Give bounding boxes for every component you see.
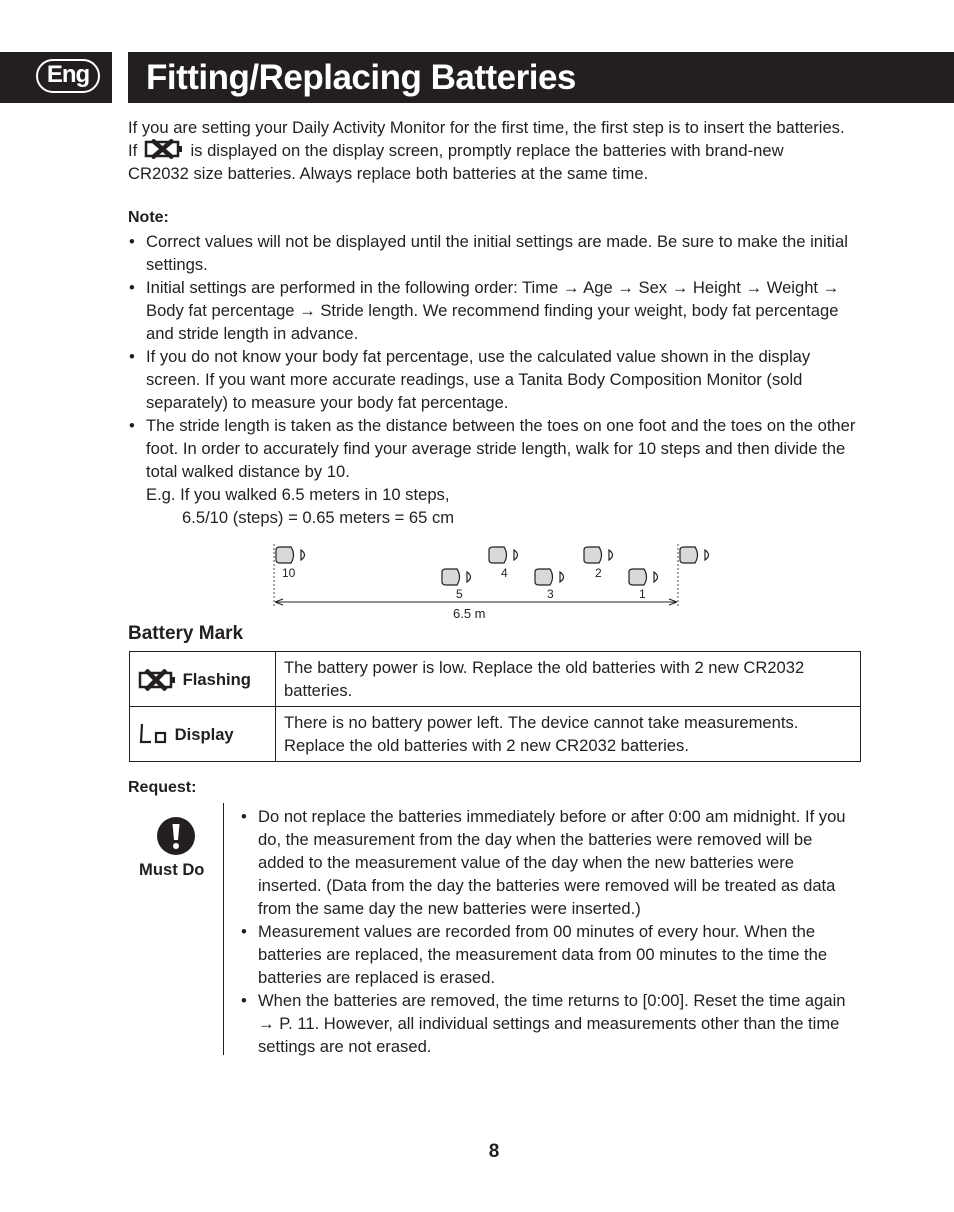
title-bar [128,52,954,103]
page-title: Fitting/Replacing Batteries [146,58,576,97]
must-do-label: Must Do [139,860,205,879]
step-label-2: 2 [595,566,602,580]
request-item: • When the batteries are removed, the time returns to [0:00]. Reset the time again → P. 11. However, all individual settings and measurements other than the time settings are not erased. [240,989,860,1058]
table-row [130,652,861,707]
note-list [128,230,868,529]
battery-mark-table [129,651,861,762]
table-row [130,707,861,762]
battery-low-icon [138,669,178,691]
distance-label: 6.5 m [453,606,486,621]
mark-label: Flashing [182,670,251,690]
step-label-10: 10 [282,566,296,580]
request-item: • Measurement values are recorded from 00 minutes of every hour. When the batteries are replaced, the measurement data from 00 minutes to the time the batteries are replaced is erased. [240,920,860,989]
step-label-3: 3 [547,587,554,601]
mark-description: The battery power is low. Replace the old batteries with 2 new CR2032 batteries. [276,652,861,707]
request-list [240,805,860,1058]
mark-description: There is no battery power left. The device cannot take measurements. Replace the old batteries with 2 new CR2032 batteries. [276,707,861,762]
step-label-1: 1 [639,587,646,601]
request-heading: Request: [128,779,197,796]
note-item: • Initial settings are performed in the following order: Time → Age → Sex → Height → Weight → Body fat percentage → Stride length. We recommend finding your weight, body fat percentage and stride length in advance. [128,276,868,345]
note-item: • The stride length is taken as the distance between the toes on one foot and the toes on the other foot. In order to accurately find your average stride length, walk for 10 steps and then divide the total walked distance by 10. [128,414,868,483]
language-tab [0,52,112,103]
footprint-icon [276,547,305,563]
lo-display-icon [138,722,170,746]
note-item: • Correct values will not be displayed until the initial settings are made. Be sure to make the initial settings. [128,230,868,276]
exclamation-icon [156,816,196,856]
battery-mark-cell [130,652,276,707]
footprint-icon [680,547,709,563]
note-item: • If you do not know your body fat percentage, use the calculated value shown in the display screen. If you want more accurate readings, use a Tanita Body Composition Monitor (sold separately) to measure your body fat percentage. [128,345,868,414]
example-line-1: E.g. If you walked 6.5 meters in 10 steps, [146,485,450,504]
step-label-4: 4 [501,566,508,580]
example-line-2: 6.5/10 (steps) = 0.65 meters = 65 cm [182,508,455,527]
battery-mark-cell [130,707,276,762]
intro-text-part2: is displayed on the display screen, promptly replace the batteries with brand-new CR2032 size batteries. Always replace both batteries at the same time. [128,141,784,183]
stride-diagram [268,540,718,622]
intro-paragraph [128,116,848,185]
footprint-icon [584,547,613,563]
footprint-icon [535,569,564,585]
battery-mark-heading: Battery Mark [128,623,244,644]
footprint-icon [629,569,658,585]
language-badge: Eng [36,59,100,93]
footprint-icon [489,547,518,563]
intro-text-part1: If you are setting your Daily Activity Monitor for the first time, the first step is to insert the batteries. If [128,118,845,160]
note-heading: Note: [128,209,169,226]
footprint-icon [442,569,471,585]
battery-low-icon [144,139,184,159]
mark-label: Display [174,724,234,744]
request-item: • Do not replace the batteries immediately before or after 0:00 am midnight. If you do, the measurement from the day when the batteries were removed will be added to the measurement value of the day when the new batteries were inserted. (Data from the day the batteries were removed will be treated as data from the same day the new batteries were inserted.) [240,805,860,920]
divider [223,803,224,1055]
step-label-5: 5 [456,587,463,601]
page-number: 8 [488,1141,500,1162]
